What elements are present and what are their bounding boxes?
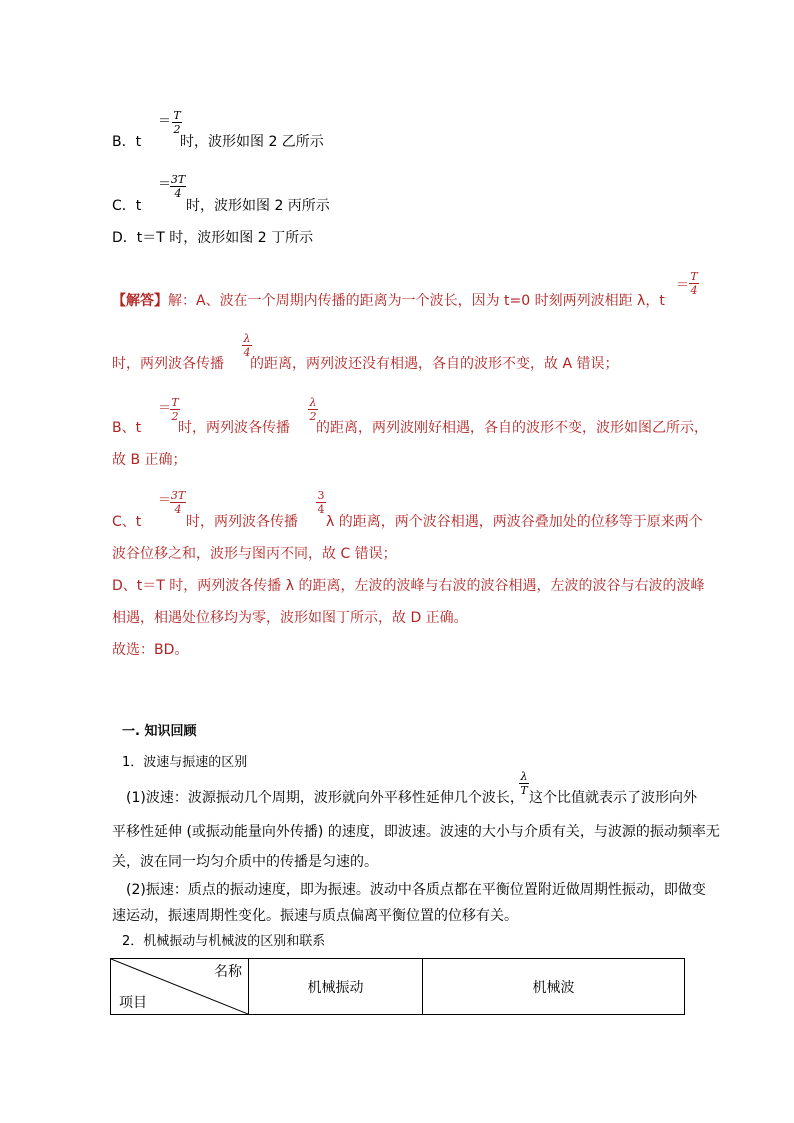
fraction-numerator: 3T xyxy=(170,489,186,502)
fraction-numerator: λ xyxy=(243,332,251,345)
fraction-denominator: T xyxy=(520,784,528,797)
review-p1-a: (1)波速：波源振动几个周期，波形就向外平移性延伸几个波长， xyxy=(126,790,524,806)
review-heading: 一. 知识回顾 xyxy=(122,724,197,739)
answer-b-prefix: B、t xyxy=(112,420,142,436)
answer-c-rest: λ 的距离，两个波谷相遇，两波谷叠加处的位移等于原来两个 xyxy=(326,514,703,530)
fraction-denominator: 2 xyxy=(309,410,317,423)
answer-line-1 xyxy=(112,291,665,311)
option-b-prefix: B．t xyxy=(112,134,142,150)
answer-c-prefix: C、t xyxy=(112,514,142,530)
fraction-numerator: λ xyxy=(309,396,317,409)
option-c-prefix: C．t xyxy=(112,198,142,214)
fraction-numerator: T xyxy=(690,270,698,283)
review-p1-b: 这个比值就表示了波形向外 xyxy=(529,790,697,806)
answer-tag: 【解答】 xyxy=(112,293,168,309)
answer-c-mid: 时，两列波各传播 xyxy=(186,514,298,530)
review-p1-line-3: 关，波在同一均匀介质中的传播是匀速的。 xyxy=(112,854,378,870)
option-b-equals: ＝ xyxy=(158,114,172,129)
answer-b-line-2: 故 B 正确； xyxy=(112,452,187,468)
table-corner-item: 项目 xyxy=(119,995,147,1011)
option-c-equals: ＝ xyxy=(158,177,172,192)
fraction-numerator: T xyxy=(171,396,179,409)
answer-c-fraction-3t4 xyxy=(170,490,186,515)
answer-b-equals: ＝ xyxy=(158,401,172,416)
table-header-mech-vibration: 机械振动 xyxy=(249,959,423,1015)
fraction-numerator: 3T xyxy=(170,173,186,186)
table-header-row xyxy=(111,959,685,1015)
answer-c-fraction-3-4 xyxy=(316,490,326,515)
fraction-numerator: λ xyxy=(520,770,528,783)
review-p2-line-2: 速运动，振速周期性变化。振速与质点偏离平衡位置的位移有关。 xyxy=(112,908,518,924)
review-p2-line-1: (2)振速：质点的振动速度，即为振速。波动中各质点都在平衡位置附近做周期性振动，即做变 xyxy=(126,882,706,898)
answer-c-equals: ＝ xyxy=(158,493,172,508)
fraction-denominator: 4 xyxy=(317,503,325,516)
fraction-denominator: 4 xyxy=(690,284,698,297)
fraction-denominator: 2 xyxy=(173,123,181,136)
fraction-denominator: 4 xyxy=(174,187,182,200)
fraction-numerator: T xyxy=(173,109,181,122)
table-corner-name: 名称 xyxy=(214,964,242,980)
option-c-fraction xyxy=(170,174,186,199)
fraction-denominator: 2 xyxy=(171,410,179,423)
option-b-text: 时，波形如图 2 乙所示 xyxy=(180,134,324,150)
answer-equals-1: ＝ xyxy=(676,278,690,293)
option-d-text: D．t＝T 时，波形如图 2 丁所示 xyxy=(112,230,314,246)
answer-line-2b: 的距离，两列波还没有相遇，各自的波形不变，故 A 错误； xyxy=(250,356,619,372)
comparison-table xyxy=(110,958,685,1015)
table-header-mech-wave: 机械波 xyxy=(423,959,685,1015)
option-c-text: 时，波形如图 2 丙所示 xyxy=(186,198,330,214)
review-p1-line-2: 平移性延伸 (或振动能量向外传播) 的速度，即波速。波速的大小与介质有关，与波源的振动频率无 xyxy=(112,824,720,840)
review-p1-fraction xyxy=(519,771,529,796)
review-section-2-title: 2．机械振动与机械波的区别和联系 xyxy=(122,934,326,949)
answer-choice: 故选：BD。 xyxy=(112,642,189,658)
answer-fraction-t4 xyxy=(689,271,699,296)
answer-d-line-1: D、t＝T 时，两列波各传播 λ 的距离，左波的波峰与右波的波谷相遇，左波的波谷与右波的波峰 xyxy=(112,578,705,594)
fraction-denominator: 4 xyxy=(243,346,251,359)
answer-d-line-2: 相遇，相遇处位移均为零，波形如图丁所示，故 D 正确。 xyxy=(112,610,468,626)
table-corner-cell xyxy=(111,959,249,1015)
answer-text-a: 解：A、波在一个周期内传播的距离为一个波长，因为 t=0 时刻两列波相距 λ，t xyxy=(168,293,665,309)
answer-c-line-2: 波谷位移之和，波形与图丙不同，故 C 错误； xyxy=(112,546,397,562)
answer-line-2a: 时，两列波各传播 xyxy=(112,356,224,372)
fraction-numerator: 3 xyxy=(317,489,325,502)
answer-b-mid: 时，两列波各传播 xyxy=(178,420,290,436)
review-section-1-title: 1．波速与振速的区别 xyxy=(122,755,248,770)
fraction-denominator: 4 xyxy=(174,503,182,516)
answer-b-rest: 的距离，两列波刚好相遇，各自的波形不变，波形如图乙所示， xyxy=(316,420,708,436)
